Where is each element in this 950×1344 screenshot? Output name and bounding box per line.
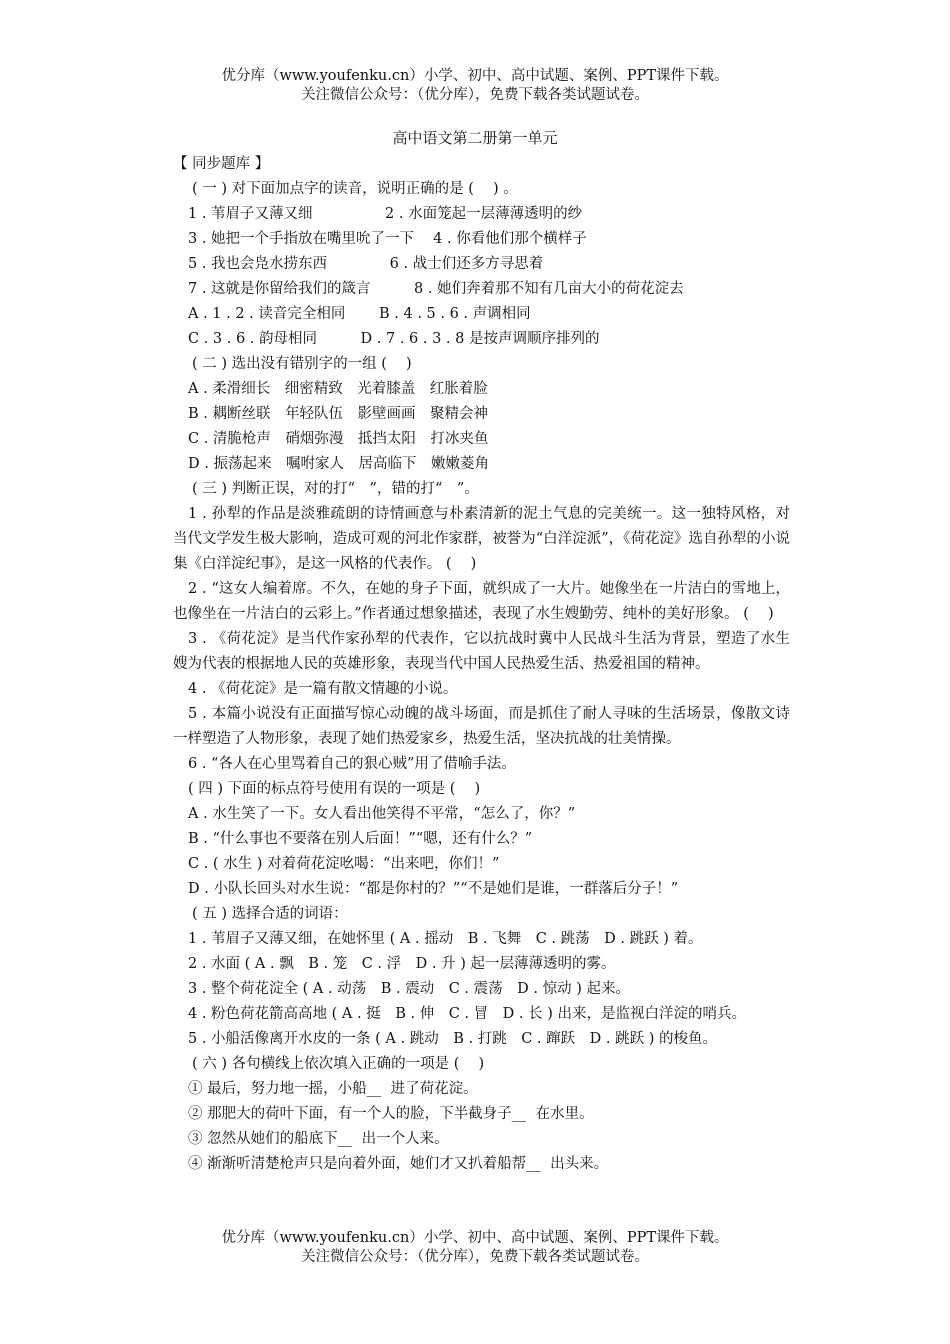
- q1-line: 7 . 这就是你留给我们的箴言 8 . 她们奔着那不知有几亩大小的荷花淀去: [188, 281, 684, 297]
- q3-item: 1 . 孙犁的作品是淡雅疏朗的诗情画意与朴素清新的泥土气息的完美统一。这一独特风格，对当代文学发生极大影响，造成可观的河北作家群，被誉为“白洋淀派”，《荷花淀》选自孙犁的小说集《白洋淀纪事》，是这一风格的代表作。 ( ): [173, 506, 790, 572]
- q2-option: D . 振荡起来 嘱咐家人 居高临下 嫩嫩菱角: [188, 456, 489, 472]
- q5-item: 2 . 水面 ( A . 飘 B . 笼 C . 浮 D . 升 ) 起一层薄薄透明的雾。: [188, 956, 616, 972]
- q6-item-after-blank: 出头来。: [550, 1156, 609, 1172]
- fill-blank: __: [526, 1156, 541, 1172]
- q4-option: B . “什么事也不要落在别人后面！”“嗯，还有什么？”: [188, 831, 533, 847]
- q6-item: [173, 1102, 790, 1127]
- footer-line-2: 关注微信公众号：（优分库），免费下载各类试题试卷。: [301, 1249, 649, 1265]
- q3-item: 2 . “这女人编着席。不久，在她的身子下面，就织成了一大片。她像坐在一片洁白的雪地上，也像坐在一片洁白的云彩上。”作者通过想象描述，表现了水生嫂勤劳、纯朴的美好形象。 ( ): [173, 581, 790, 622]
- q1-option: C . 3 . 6 . 韵母相同 D . 7 . 6 . 3 . 8 是按声调顺序排列的: [188, 331, 600, 347]
- q1-line: 3 . 她把一个手指放在嘴里吮了一下 4 . 你看他们那个横样子: [188, 231, 587, 247]
- q3-item: 5 . 本篇小说没有正面描写惊心动魄的战斗场面，而是抓住了耐人寻味的生活场景，像散文诗一样塑造了人物形象，表现了她们热爱家乡，热爱生活，坚决抗战的壮美情操。: [173, 706, 790, 747]
- q6-item-before-blank: ③ 忽然从她们的船底下: [188, 1131, 338, 1147]
- q4-option: C . ( 水生 ) 对着荷花淀吆喝：“出来吧，你们！”: [188, 856, 500, 872]
- header-line-2: 关注微信公众号：（优分库），免费下载各类试题试卷。: [301, 87, 649, 103]
- page-title: 高中语文第二册第一单元: [392, 129, 558, 147]
- q1-option: A . 1 . 2 . 读音完全相同 B . 4 . 5 . 6 . 声调相同: [188, 306, 531, 322]
- q2-option: B . 耦断丝联 年轻队伍 影壁画画 聚精会神: [188, 406, 488, 422]
- q2-option: C . 清脆枪声 硝烟弥漫 抵挡太阳 打冰夹鱼: [188, 431, 489, 447]
- fill-blank: __: [511, 1106, 527, 1122]
- q1-stem: ( 一 ) 对下面加点字的读音，说明正确的是 ( ) 。: [192, 181, 518, 197]
- page-header: [0, 67, 950, 105]
- q3-item: 3 . 《荷花淀》是当代作家孙犁的代表作，它以抗战时冀中人民战斗生活为背景，塑造了水生嫂为代表的根据地人民的英雄形象，表现当代中国人民热爱生活、热爱祖国的精神。: [173, 631, 790, 672]
- q5-item: 3 . 整个荷花淀全 ( A . 动荡 B . 震动 C . 震荡 D . 惊动 ) 起来。: [188, 981, 630, 997]
- q6-item-before-blank: ② 那肥大的荷叶下面，有一个人的脸，下半截身子: [188, 1106, 512, 1122]
- q4-option: A . 水生笑了一下。女人看出他笑得不平常，“怎么了，你？”: [188, 806, 576, 822]
- q4-option: D . 小队长回头对水生说：“都是你村的？”“不是她们是谁，一群落后分子！”: [188, 881, 679, 897]
- fill-blank: __: [337, 1131, 353, 1147]
- section-label: 【 同步题库 】: [173, 156, 270, 172]
- q6-item: [173, 1152, 790, 1177]
- header-line-1: 优分库（www.youfenku.cn）小学、初中、高中试题、案例、PPT课件下载。: [221, 68, 729, 84]
- q1-line: 1 . 苇眉子又薄又细 2 . 水面笼起一层薄薄透明的纱: [188, 206, 583, 222]
- q5-item: 4 . 粉色荷花箭高高地 ( A . 挺 B . 伸 C . 冒 D . 长 ) 出来，是监视白洋淀的哨兵。: [188, 1006, 746, 1022]
- q6-item-after-blank: 在水里。: [535, 1106, 594, 1122]
- q3-stem: ( 三 ) 判断正误，对的打“ ”，错的打“ ”。: [192, 481, 479, 497]
- fill-blank: __: [366, 1081, 382, 1097]
- q6-stem: ( 六 ) 各句横线上依次填入正确的一项是 ( ): [192, 1056, 485, 1072]
- q6-item: [173, 1127, 790, 1152]
- q6-item-after-blank: 进了荷花淀。: [390, 1081, 478, 1097]
- q5-item: 5 . 小船活像离开水皮的一条 ( A . 跳动 B . 打跳 C . 蹿跃 D . 跳跃 ) 的梭鱼。: [188, 1031, 717, 1047]
- q6-item-before-blank: ④ 渐渐听清楚枪声只是向着外面，她们才又扒着船帮: [188, 1156, 527, 1172]
- q3-item: 6 . “各人在心里骂着自己的狠心贼”用了借喻手法。: [188, 756, 516, 772]
- q3-item: 4 . 《荷花淀》是一篇有散文情趣的小说。: [188, 681, 458, 697]
- q4-stem: ( 四 ) 下面的标点符号使用有误的一项是 ( ): [188, 781, 481, 797]
- exercise-content: [173, 152, 790, 1177]
- footer-line-1: 优分库（www.youfenku.cn）小学、初中、高中试题、案例、PPT课件下载。: [221, 1230, 729, 1246]
- q6-item-after-blank: 出一个人来。: [361, 1131, 449, 1147]
- page-footer: [0, 1229, 950, 1267]
- q2-stem: ( 二 ) 选出没有错别字的一组 ( ): [192, 356, 412, 372]
- q6-item: [173, 1077, 790, 1102]
- q6-item-before-blank: ① 最后，努力地一摇，小船: [188, 1081, 367, 1097]
- q2-option: A . 柔滑细长 细密精致 光着膝盖 红胀着脸: [188, 381, 488, 397]
- q5-stem: ( 五 ) 选择合适的词语：: [192, 906, 348, 922]
- q1-line: 5 . 我也会凫水捞东西 6 . 战士们还多方寻思着: [188, 256, 544, 272]
- q5-item: 1 . 苇眉子又薄又细，在她怀里 ( A . 摇动 B . 飞舞 C . 跳荡 D . 跳跃 ) 着。: [188, 931, 703, 947]
